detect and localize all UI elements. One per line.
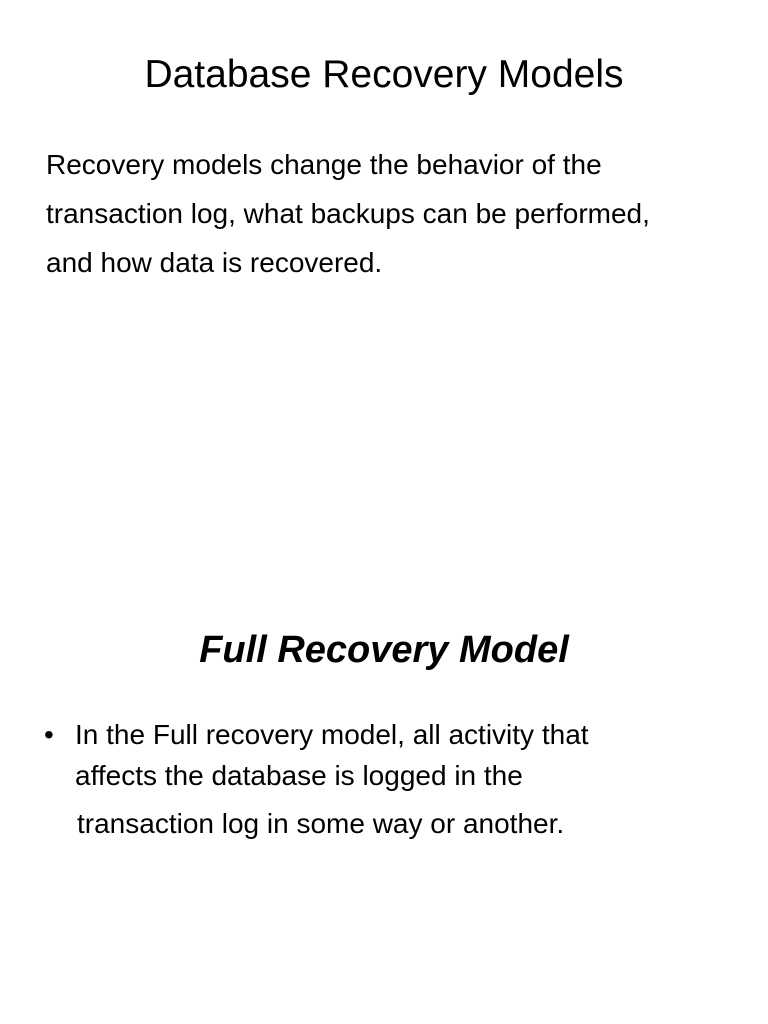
bullet-list xyxy=(0,714,768,852)
intro-line: transaction log, what backups can be performed, xyxy=(46,198,650,229)
intro-paragraph xyxy=(46,140,736,287)
intro-line: Recovery models change the behavior of the xyxy=(46,149,602,180)
slide-title: Database Recovery Models xyxy=(144,53,624,96)
bullet-item xyxy=(0,714,768,852)
intro-line: and how data is recovered. xyxy=(46,247,383,278)
bullet-line: In the Full recovery model, all activity that xyxy=(75,719,589,750)
bullet-line: affects the database is logged in the xyxy=(75,760,523,791)
bullet-line: transaction log in some way or another. xyxy=(77,808,565,839)
section-title: Full Recovery Model xyxy=(199,629,569,671)
bullet-icon: • xyxy=(44,719,54,750)
